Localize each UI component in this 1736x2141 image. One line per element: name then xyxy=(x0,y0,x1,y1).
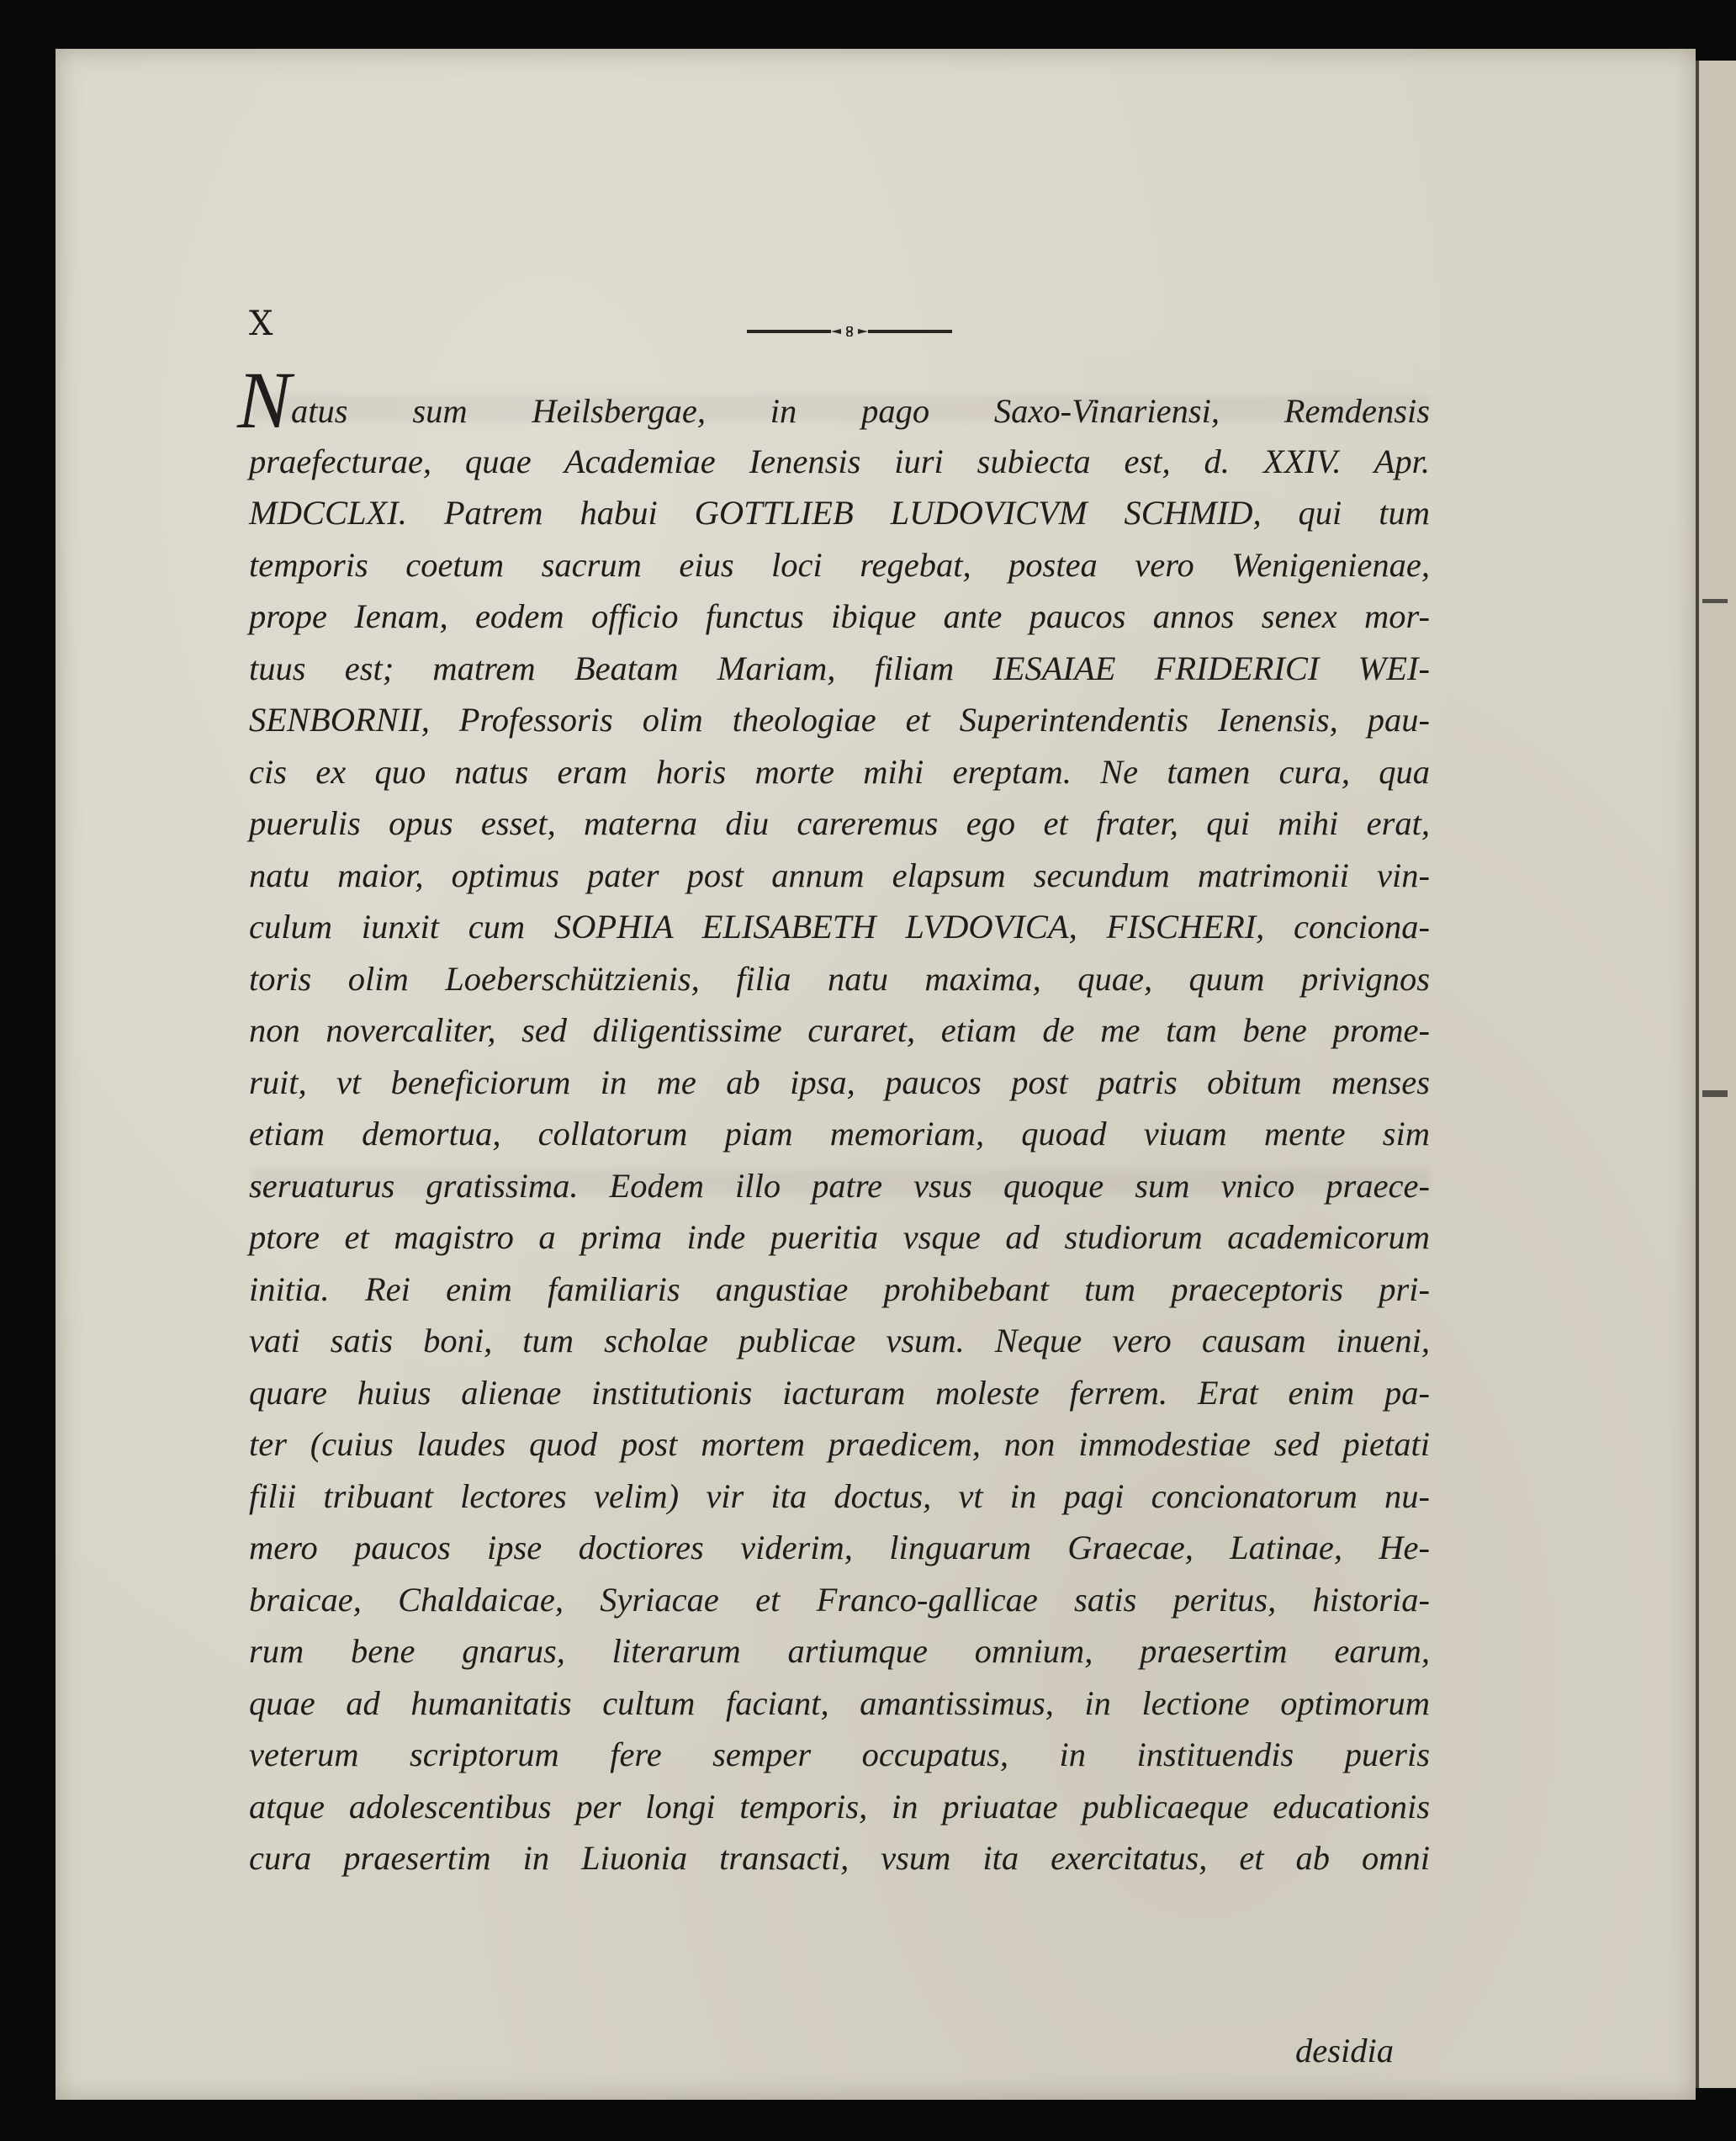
text-line: prope Ienam, eodem officio functus ibique ante paucos annos senex mor- xyxy=(249,597,1430,635)
text-line: seruaturus gratissima. Eodem illo patre vsus quoque sum vnico praece- xyxy=(249,1166,1430,1205)
body-text xyxy=(237,355,1430,1884)
text-line: SENBORNII, Professoris olim theologiae et Superintendentis Ienensis, pau- xyxy=(249,701,1430,739)
text-line: ruit, vt beneficiorum in me ab ipsa, paucos post patris obitum menses xyxy=(249,1063,1430,1101)
text-line: vati satis boni, tum scholae publicae vsum. Neque vero causam inueni, xyxy=(249,1322,1430,1359)
text-line: toris olim Loeberschützienis, filia natu maxima, quae, quum privignos xyxy=(249,959,1430,998)
text-line: veterum scriptorum fere semper occupatus, in instituendis pueris xyxy=(249,1736,1430,1773)
catchword: desidia xyxy=(1295,2032,1394,2069)
text-line: natu maior, optimus pater post annum elapsum secundum matrimonii vin- xyxy=(249,856,1430,894)
page-number: X xyxy=(249,305,275,343)
text-line xyxy=(237,355,1430,445)
text-line: quae ad humanitatis cultum faciant, amantissimus, in lectione optimorum xyxy=(249,1683,1430,1722)
text-line: filii tribuant lectores velim) vir ita doctus, vt in pagi concionatorum nu- xyxy=(249,1476,1430,1515)
text-line: praefecturae, quae Academiae Ienensis iuri subiecta est, d. XXIV. Apr. xyxy=(249,442,1430,480)
text-line: cis ex quo natus eram horis morte mihi ereptam. Ne tamen cura, qua xyxy=(249,752,1430,791)
text-line: ter (cuius laudes quod post mortem praedicem, non immodestiae sed pietati xyxy=(249,1425,1430,1463)
page-edge-mark xyxy=(1702,1090,1728,1097)
text-line: non novercaliter, sed diligentissime curaret, etiam de me tam bene prome- xyxy=(249,1011,1430,1049)
text-line-content: atus sum Heilsbergae, in pago Saxo-Vinariensi, Remdensis xyxy=(291,392,1430,430)
text-line: cura praesertim in Liuonia transacti, vsum ita exercitatus, et ab omni xyxy=(249,1839,1430,1877)
text-line: rum bene gnarus, literarum artiumque omnium, praesertim earum, xyxy=(249,1632,1430,1670)
text-line: MDCCLXI. Patrem habui GOTTLIEB LUDOVICVM SCHMID, qui tum xyxy=(249,494,1430,532)
text-line: braicae, Chaldaicae, Syriacae et Franco-gallicae satis peritus, historia- xyxy=(249,1580,1430,1619)
text-line: etiam demortua, collatorum piam memoriam, quoad viuam mente sim xyxy=(249,1115,1430,1153)
text-line: culum iunxit cum SOPHIA ELISABETH LVDOVICA, FISCHERI, conciona- xyxy=(249,908,1430,946)
text-line: initia. Rei enim familiaris angustiae prohibebant tum praeceptoris pri- xyxy=(249,1269,1430,1308)
text-line: temporis coetum sacrum eius loci regebat, postea vero Wenigenienae, xyxy=(249,545,1430,584)
page-edge-mark xyxy=(1702,599,1728,603)
adjacent-page-edge xyxy=(1696,61,1736,2088)
text-line: atque adolescentibus per longi temporis, in priuatae publicaeque educationis xyxy=(249,1787,1430,1826)
text-line: mero paucos ipse doctiores viderim, linguarum Graecae, Latinae, He- xyxy=(249,1529,1430,1566)
drop-cap: N xyxy=(237,355,292,445)
text-line: puerulis opus esset, materna diu careremus ego et frater, qui mihi erat, xyxy=(249,804,1430,842)
text-line: ptore et magistro a prima inde pueritia vsque ad studiorum academicorum xyxy=(249,1218,1430,1256)
text-line: tuus est; matrem Beatam Mariam, filiam IESAIAE FRIDERICI WEI- xyxy=(249,649,1430,687)
header-ornament-icon xyxy=(747,326,952,337)
text-line: quare huius alienae institutionis iacturam moleste ferrem. Erat enim pa- xyxy=(249,1373,1430,1412)
